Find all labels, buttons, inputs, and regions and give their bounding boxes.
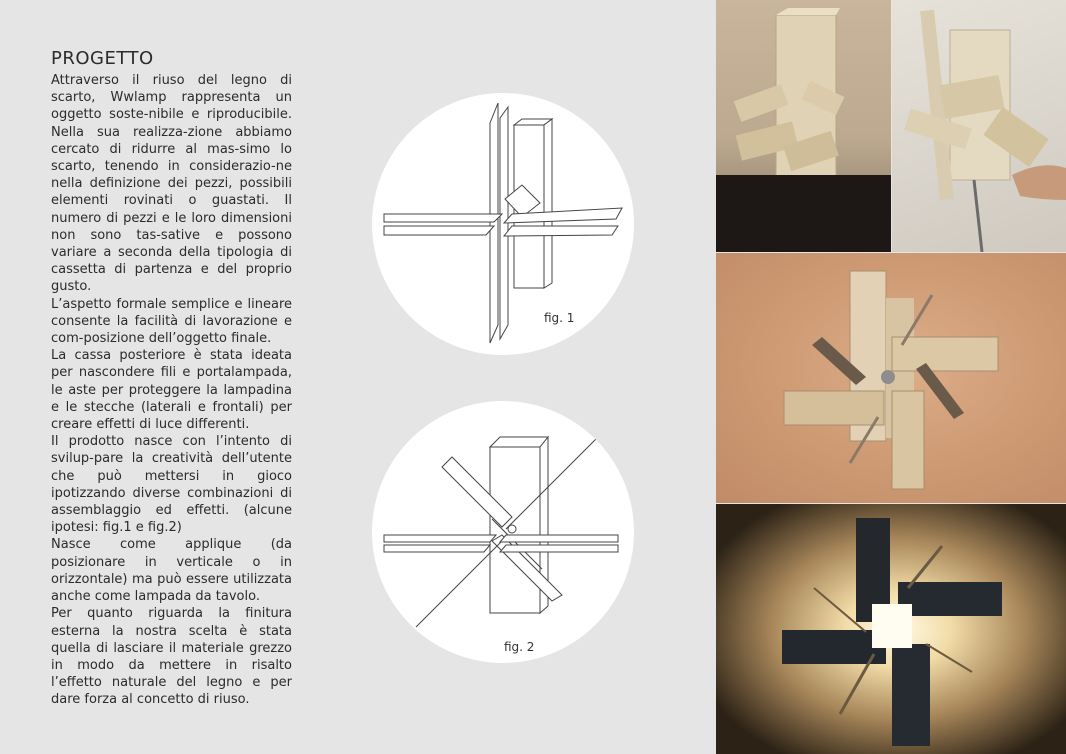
paragraph-form: L’aspetto formale semplice e lineare consente la facilità di lavorazione e com-posizione dell’oggetto finale. (51, 296, 292, 347)
figure-1-line-drawing (372, 93, 634, 355)
figure-2-caption: fig. 2 (504, 640, 535, 654)
back-box-top (490, 437, 548, 447)
paragraph-finish: Per quanto riguarda la finitura esterna la nostra scelta è stata quella di lasciare il materiale grezzo in modo da mettere in risalto l’effetto naturale del legno e per dare forza al concetto di riuso. (51, 606, 292, 708)
vertical-slat-left (490, 103, 498, 343)
photo-lamp-on-wall (716, 253, 1066, 503)
photo-lamp-on-wall-art (716, 253, 1066, 503)
back-box-side (544, 119, 552, 288)
paragraph-creativity: Il prodotto nasce con l’intento di svilup-pare la creatività dell’utente che può mettersi in gioco ipotizzando diverse combinazioni di assemblaggio ed effetti. (alcune ipotesi: fig.1 e fig.2) (51, 434, 292, 536)
figure-2-line-drawing (372, 401, 634, 663)
horizontal-slat-left-lower (384, 226, 494, 235)
photo-lamp-held-in-hand-art (892, 0, 1066, 252)
figure-1-diagram (372, 93, 634, 355)
photo-lamp-on-table-art (716, 0, 891, 252)
figure-1-caption: fig. 1 (544, 311, 575, 325)
horizontal-slat-left-lower (384, 545, 490, 552)
photo-lamp-illuminated-art (716, 504, 1066, 754)
figure-2-diagram (372, 401, 634, 663)
section-heading: PROGETTO (51, 48, 154, 69)
project-text-column (51, 48, 292, 709)
photo-lamp-held-in-hand (892, 0, 1066, 252)
horizontal-slat-right-lower (504, 226, 618, 236)
bulb (508, 525, 516, 533)
horizontal-slat-left-upper (384, 535, 496, 542)
horizontal-slat-right-upper (500, 535, 618, 542)
paragraph-usage: Nasce come applique (da posizionare in verticale o in orizzontale) ma può essere utilizzata anche come lampada da tavolo. (51, 537, 292, 605)
photo-lamp-illuminated (716, 504, 1066, 754)
paragraph-box: La cassa posteriore è stata ideata per nascondere fili e portalampada, le aste per proteggere la lampadina e le stecche (laterali e frontali) per creare effetti di luce differenti. (51, 348, 292, 433)
photo-lamp-on-table (716, 0, 891, 252)
horizontal-slat-right-lower (500, 545, 618, 552)
horizontal-slat-left-upper (384, 214, 502, 222)
paragraph-intro: Attraverso il riuso del legno di scarto, Wwlamp rappresenta un oggetto soste-nibile e riproducibile. Nella sua realizza-zione abbiamo cercato di ridurre al mas-simo lo scarto, tenendo in considerazio-ne nella definizione dei pezzi, possibili elementi rovinati o guastati. Il numero di pezzi e le loro dimensioni non sono tas-sative e possono variare a seconda della tipologia di cassetta di partenza e del proprio gusto. (51, 73, 292, 295)
